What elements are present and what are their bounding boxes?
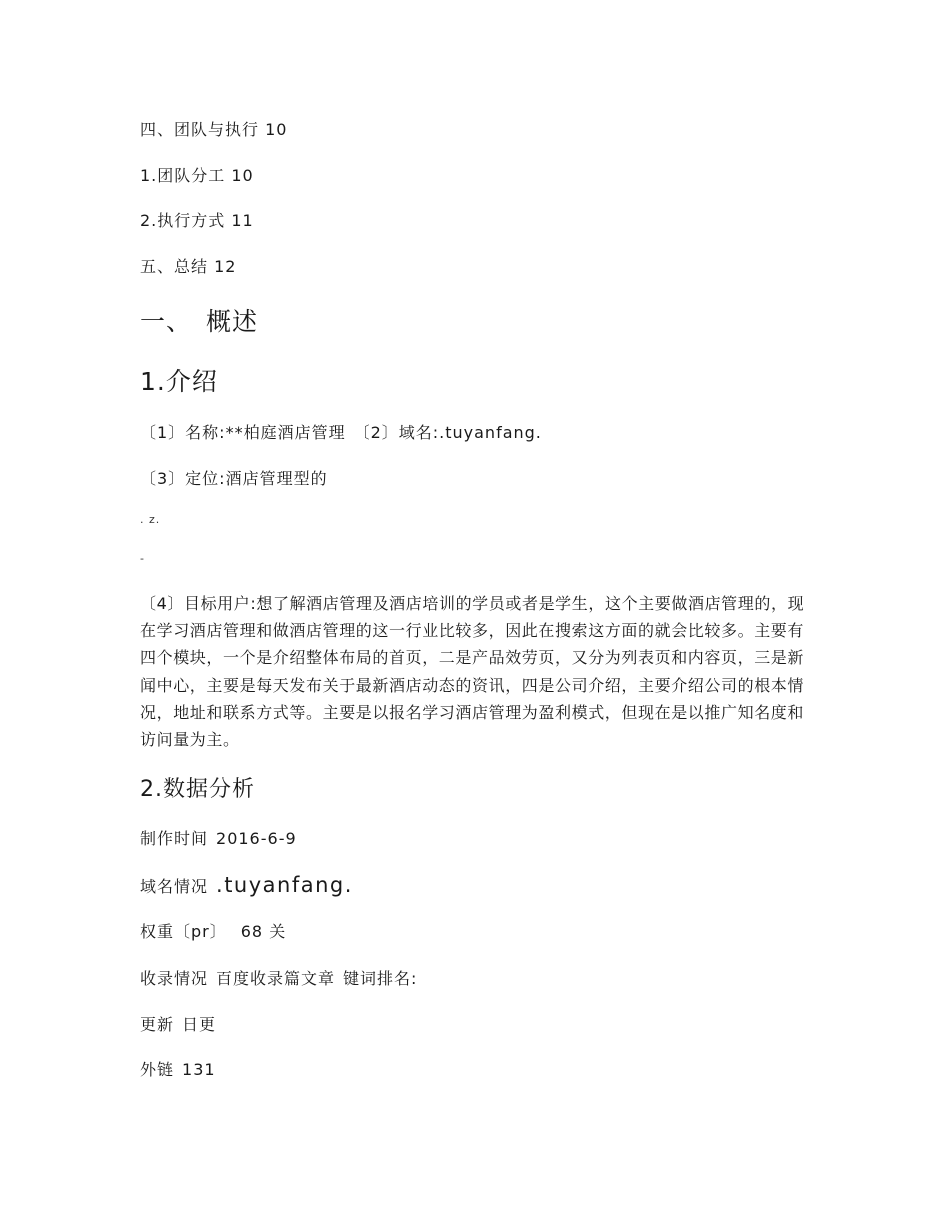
made-time-value: 2016-6-9: [216, 829, 297, 848]
toc-item-execution: 2.执行方式 11: [140, 211, 254, 230]
links-row: [140, 1060, 216, 1080]
intro-position: 〔3〕定位:酒店管理型的: [140, 469, 328, 488]
domain-row: [140, 872, 353, 900]
index-keywords: 键词排名:: [343, 969, 418, 988]
intro-target-users-paragraph: 〔4〕目标用户:想了解酒店管理及酒店培训的学员或者是学生，这个主要做酒店管理的，现在学习酒店管理和做酒店管理的这一行业比较多，因此在搜索这方面的就会比较多。主要有四个模块，一个是介绍整体布局的首页，二是产品效劳页，又分为列表页和内容页，三是新闻中心，主要是每天发布关于最新酒店动态的资讯，四是公司介绍，主要介绍公司的根本情况，地址和联系方式等。主要是以报名学习酒店管理为盈利模式，但现在是以推广知名度和访问量为主。: [140, 594, 805, 750]
update-row: [140, 1015, 216, 1035]
index-baidu: 百度收录篇文章: [216, 969, 336, 988]
update-label: 更新: [140, 1015, 175, 1034]
subheading-data-analysis: 2.数据分析: [140, 777, 255, 802]
links-value: 131: [182, 1060, 216, 1079]
index-row: [140, 969, 417, 989]
intro-name: 〔1〕名称:**柏庭酒店管理: [140, 423, 346, 442]
toc-item-summary: 五、总结 12: [140, 257, 237, 276]
made-time-label: 制作时间: [140, 829, 209, 848]
section-title: 概述: [206, 307, 259, 336]
weight-value: 68 关: [240, 922, 287, 941]
domain-label: 域名情况: [140, 877, 209, 896]
intro-domain: 〔2〕域名:.tuyanfang.: [353, 423, 542, 442]
weight-label: 权重〔pr〕: [140, 922, 227, 941]
toc-item-division: 1.团队分工 10: [140, 166, 254, 185]
weight-row: [140, 922, 286, 942]
domain-value: .tuyanfang.: [216, 873, 353, 897]
links-label: 外链: [140, 1060, 175, 1079]
page-marker-dash: -: [140, 552, 145, 565]
page-marker-z: . z.: [140, 513, 161, 526]
section-number: 一、: [140, 307, 193, 336]
update-value: 日更: [182, 1015, 217, 1034]
section-heading-overview: [140, 306, 258, 338]
intro-name-domain-line: [140, 423, 542, 443]
subheading-intro: 1.介绍: [140, 367, 218, 396]
made-time-row: [140, 829, 297, 849]
toc-item-team: 四、团队与执行 10: [140, 120, 288, 139]
index-label: 收录情况: [140, 969, 209, 988]
